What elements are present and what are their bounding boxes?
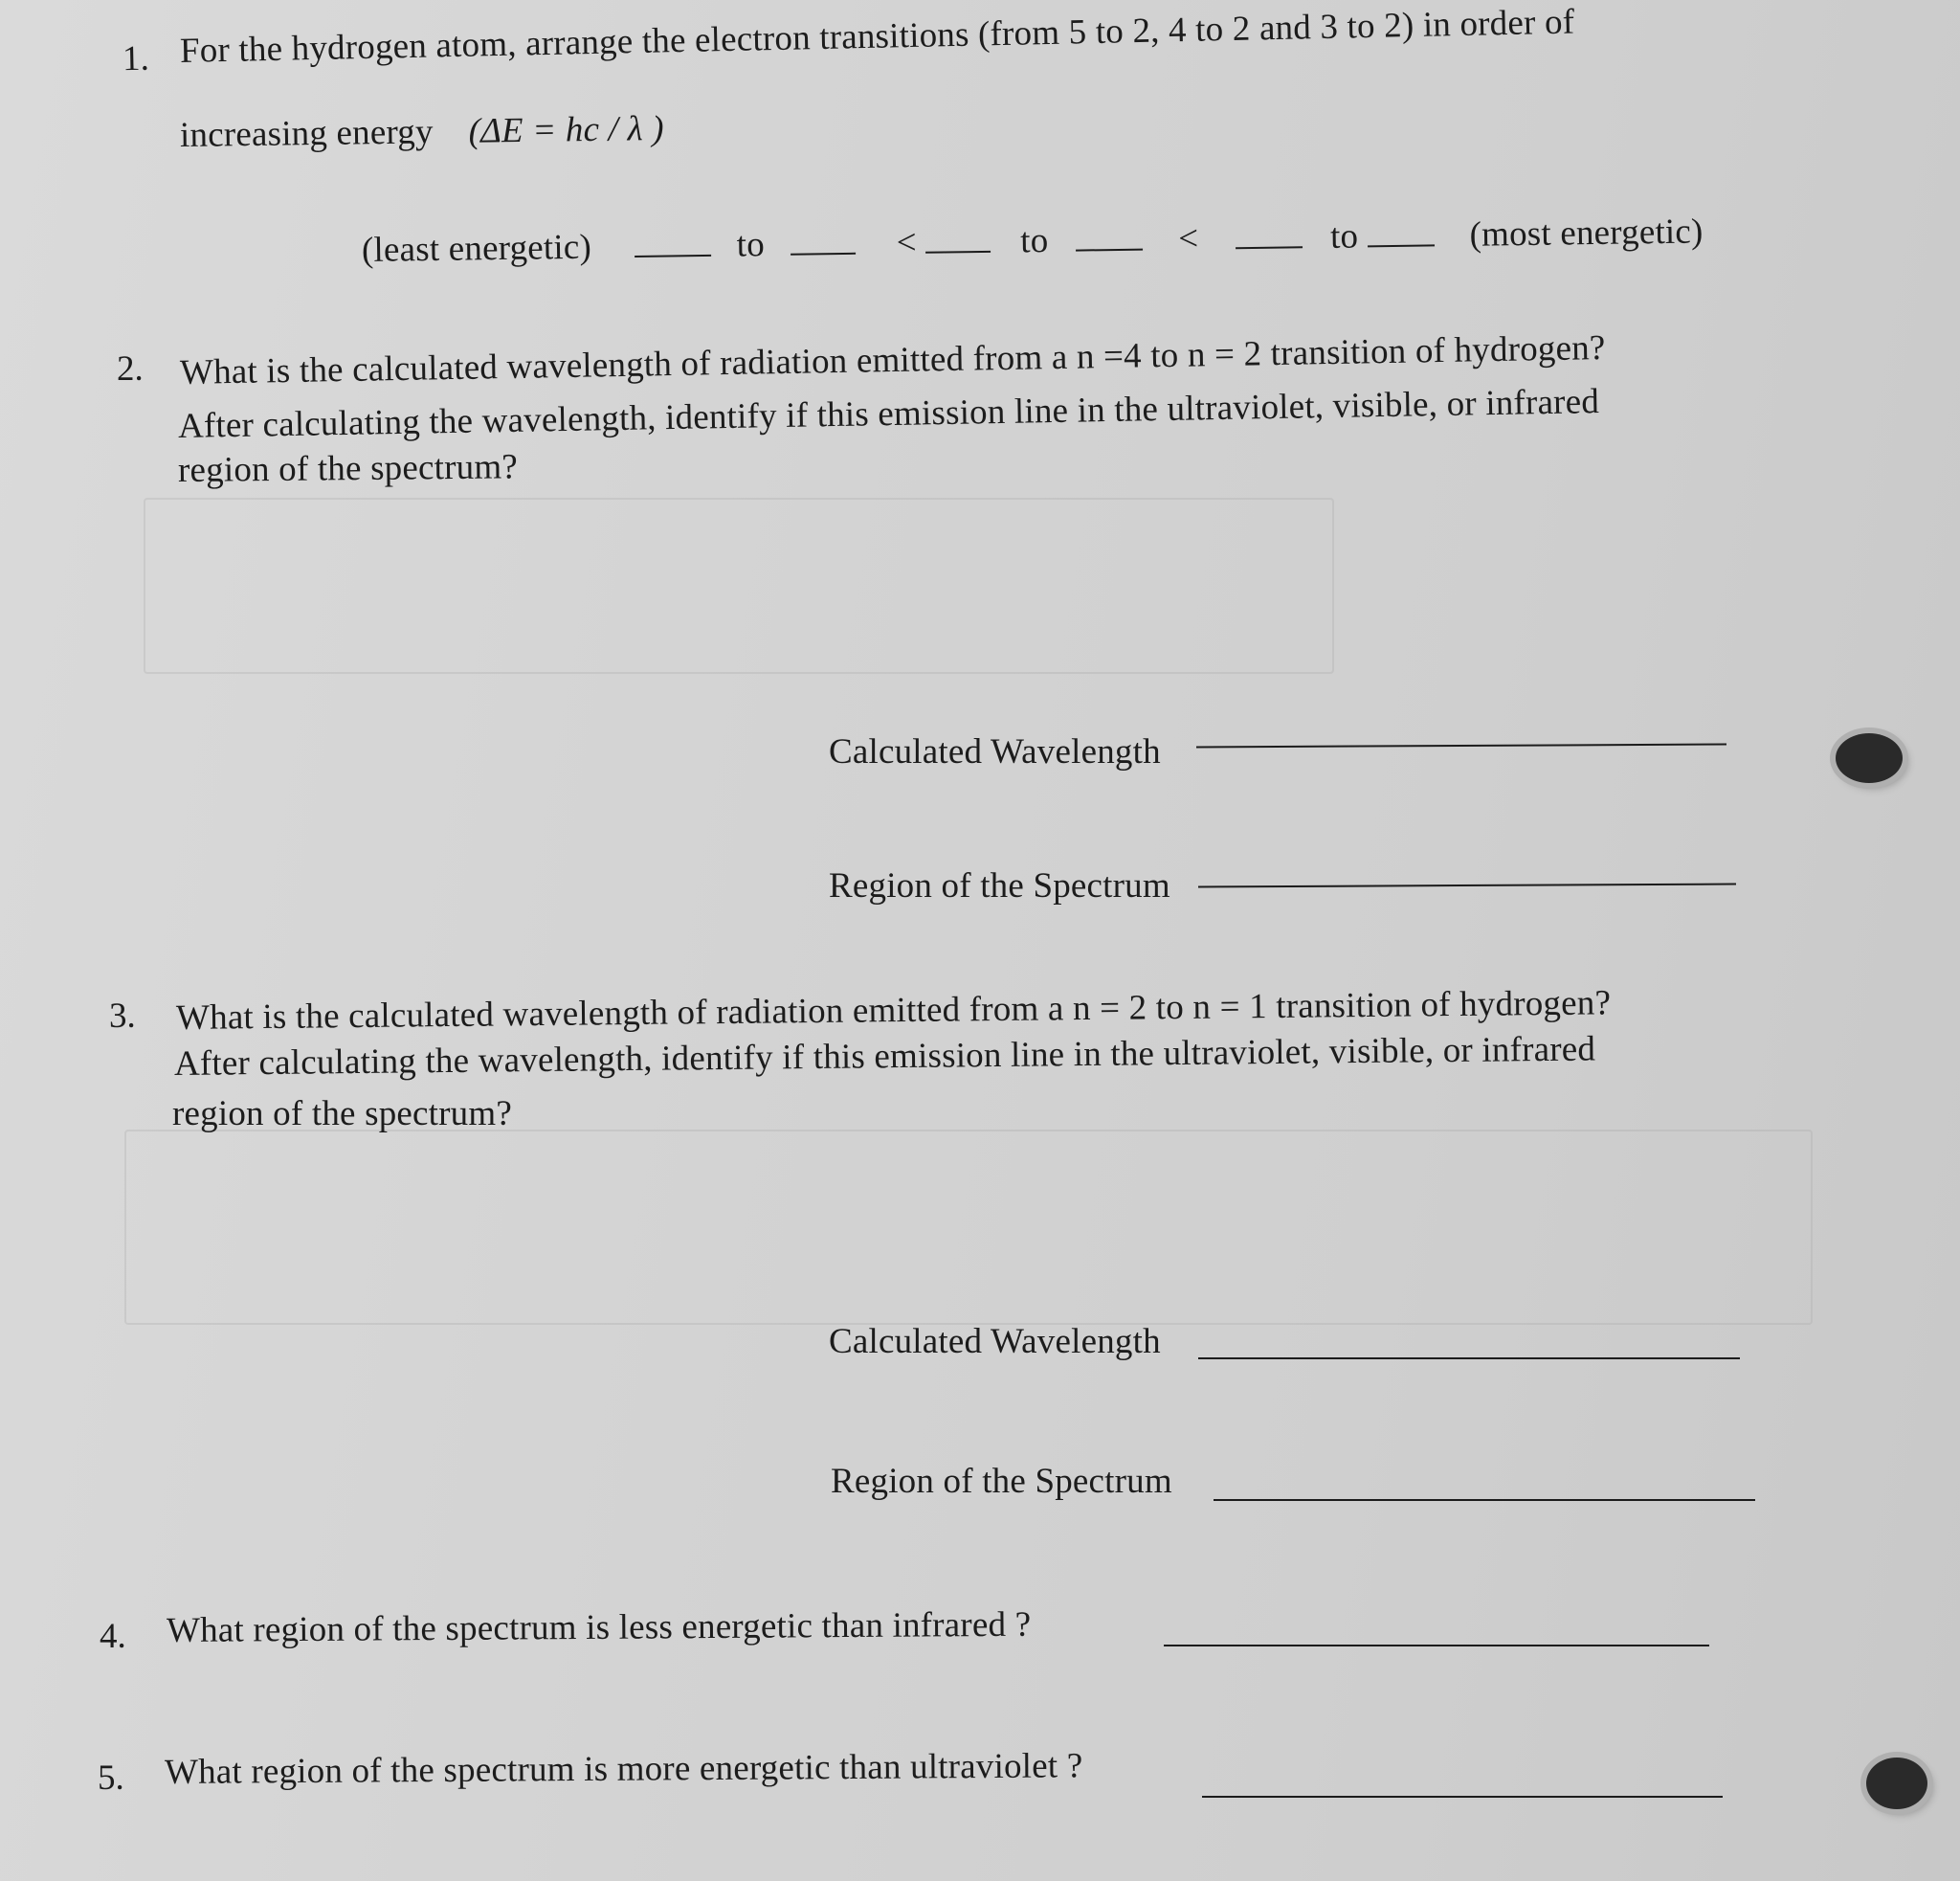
show-through-artifact	[124, 1130, 1813, 1325]
q1-ordering-row	[362, 211, 1704, 271]
to-word: to	[1019, 220, 1049, 261]
q3-region-answer-line[interactable]	[1214, 1499, 1755, 1501]
to-word: to	[1329, 216, 1359, 257]
q3-text-line2: After calculating the wavelength, identify if this emission line in the ultraviolet, visible, or infrared	[173, 1029, 1596, 1084]
q4-answer-line[interactable]	[1164, 1645, 1709, 1646]
q3-wavelength-answer-line[interactable]	[1198, 1357, 1740, 1359]
q1-blank-3b[interactable]	[1367, 215, 1434, 247]
less-than-symbol: <	[896, 222, 918, 263]
q1-number: 1.	[122, 38, 150, 79]
q3-text-line3: region of the spectrum?	[172, 1094, 512, 1133]
q1-increasing-energy: increasing energy	[179, 112, 434, 155]
q2-text-line2: After calculating the wavelength, identify if this emission line in the ultraviolet, visible, or infrared	[177, 382, 1600, 446]
binder-hole	[1836, 733, 1903, 783]
q3-wavelength-label: Calculated Wavelength	[829, 1322, 1161, 1361]
less-than-symbol: <	[1177, 218, 1199, 259]
q1-blank-2b[interactable]	[1076, 220, 1143, 252]
q4-number: 4.	[100, 1617, 126, 1656]
to-word: to	[736, 225, 766, 265]
q2-region-answer-line[interactable]	[1198, 884, 1736, 888]
q2-region-label: Region of the Spectrum	[829, 866, 1170, 906]
q2-text-line3: region of the spectrum?	[177, 447, 519, 490]
q1-blank-1a[interactable]	[635, 226, 711, 258]
q2-number: 2.	[117, 349, 144, 389]
q3-text-line1: What is the calculated wavelength of radiation emitted from a n = 2 to n = 1 transition of hydrogen?	[175, 983, 1612, 1038]
q3-region-label: Region of the Spectrum	[831, 1462, 1172, 1501]
q1-formula: (ΔE = hc / λ )	[468, 108, 665, 151]
most-energetic-label: (most energetic)	[1469, 212, 1704, 255]
q1-text-line1: For the hydrogen atom, arrange the electron transitions (from 5 to 2, 4 to 2 and 3 to 2) in order of	[179, 2, 1575, 71]
q2-text-line1: What is the calculated wavelength of radiation emitted from a n =4 to n = 2 transition of hydrogen?	[179, 328, 1606, 392]
q1-blank-3a[interactable]	[1236, 217, 1303, 249]
q5-answer-line[interactable]	[1202, 1796, 1723, 1798]
q4-text: What region of the spectrum is less energetic than infrared ?	[166, 1604, 1032, 1650]
q1-text-line2	[180, 108, 664, 156]
q5-number: 5.	[98, 1758, 124, 1798]
binder-hole	[1866, 1758, 1927, 1809]
show-through-artifact	[144, 498, 1334, 674]
q2-wavelength-label: Calculated Wavelength	[829, 732, 1161, 772]
q1-blank-1b[interactable]	[791, 224, 856, 256]
q2-wavelength-answer-line[interactable]	[1196, 744, 1726, 749]
least-energetic-label: (least energetic)	[361, 227, 592, 270]
q3-number: 3.	[109, 996, 136, 1036]
q5-text: What region of the spectrum is more energetic than ultraviolet ?	[164, 1746, 1083, 1792]
q1-blank-2a[interactable]	[925, 222, 991, 254]
